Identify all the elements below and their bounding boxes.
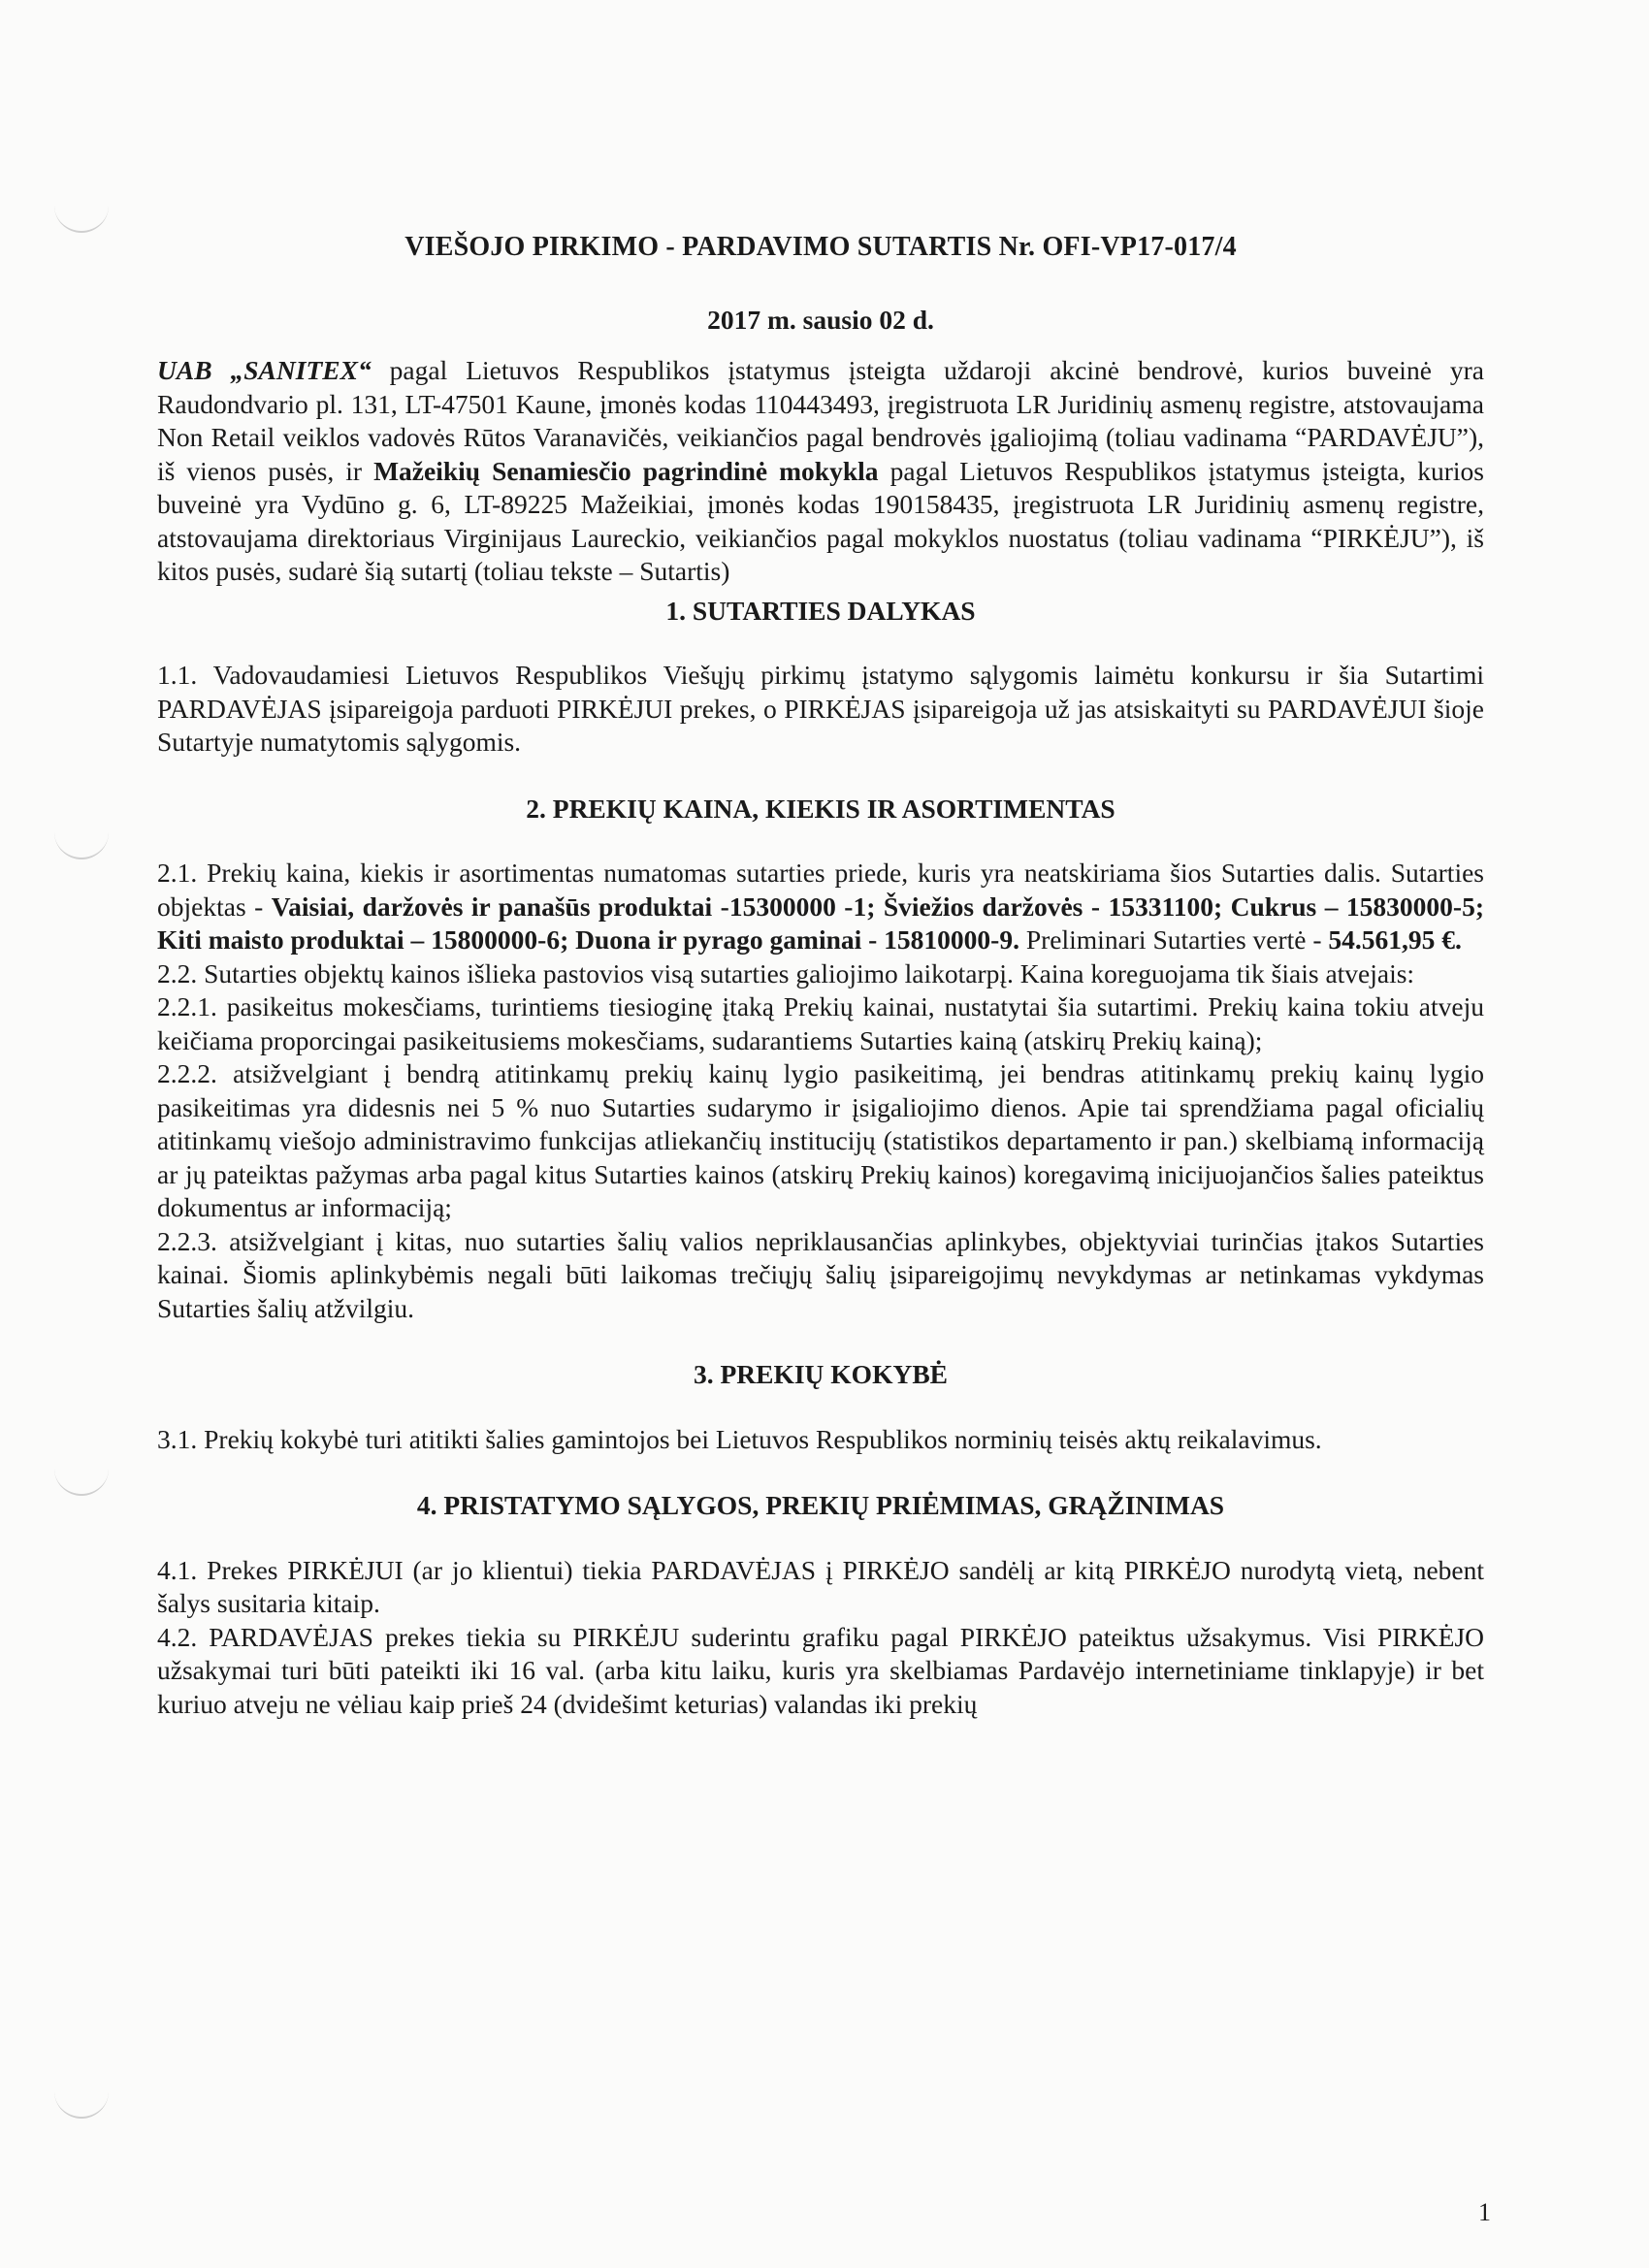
contract-body [157, 231, 1484, 1721]
section-4-heading: 4. PRISTATYMO SĄLYGOS, PREKIŲ PRIĖMIMAS, GRĄŽINIMAS [416, 1490, 1225, 1520]
clause-2-2-3: 2.2.3. atsižvelgiant į kitas, nuo sutarties šalių valios nepriklausančias aplinkybes, objektyviai turinčias įtakos Sutarties kainai. Šiomis aplinkybėmis negali būti laikomas trečiųjų šalių įsipareigojimų nevykdymas ar netinkamas vykdymas Sutarties šalių atžvilgiu. [157, 1225, 1484, 1323]
page-number: 1 [1478, 2198, 1491, 2226]
contract-value: 54.561,95 €. [1328, 924, 1462, 955]
intro-paragraph: UAB „SANITEX“ pagal Lietuvos Respublikos įstatymus įsteigta uždaroji akcinė bendrovė, kurios buveinė yra Raudondvario pl. 131, LT-47501 Kaune, įmonės kodas 110443493, įregistruota LR Juridinių asmenų registre, atstovaujama Non Retail veiklos vadovės Rūtos Varanavičės, veikiančios pagal bendrovės įgaliojimą (toliau vadinama “PARDAVĖJU”), iš vienos pusės, ir Mažeikių Senamiesčio pagrindinė mokykla pagal Lietuvos Respublikos įstatymus įsteigta, kurios buveinė yra Vydūno g. 6, LT-89225 Mažeikiai, įmonės kodas 190158435, įregistruota LR Juridinių asmenų registre, atstovaujama direktoriaus Virginijaus Laureckio, veikiančios pagal mokyklos nuostatus (toliau vadinama “PIRKĖJU”), iš kitos pusės, sudarė šią sutartį (toliau tekste – Sutartis) [157, 355, 1484, 586]
clause-4-2: 4.2. PARDAVĖJAS prekes tiekia su PIRKĖJU suderintu grafiku pagal PIRKĖJO pateiktus užsakymus. Visi PIRKĖJO užsakymai turi būti pateikti iki 16 val. (arba kitu laiku, kuris yra skelbiamas Pardavėjo internetiniame tinklapyje) ir bet kuriuo atveju ne vėliau kaip prieš 24 (dvidešimt keturias) valandas iki prekių [157, 1621, 1484, 1719]
contract-title: VIEŠOJO PIRKIMO - PARDAVIMO SUTARTIS Nr. OFI-VP17-017/4 [404, 232, 1237, 262]
punch-hole-mark [54, 1463, 109, 1496]
section-1-heading: 1. SUTARTIES DALYKAS [665, 595, 976, 626]
clause-1-1: 1.1. Vadovaudamiesi Lietuvos Respublikos Viešųjų pirkimų įstatymo sąlygomis laimėtu konkursu ir šia Sutartimi PARDAVĖJAS įsipareigoja parduoti PIRKĖJUI prekes, o PIRKĖJAS įsipareigoja už jas atsiskaityti su PARDAVĖJUI šioje Sutartyje numatytomis sąlygomis. [157, 660, 1484, 757]
contract-object: Vaisiai, daržovės ir panašūs produktai -15300000 -1; Šviežios daržovės - 15331100; Cukrus – 15830000-5; Kiti maisto produktai – 15800000-6; Duona ir pyrago gaminai - 15810000-9. [157, 891, 1484, 955]
clause-3-1: 3.1. Prekių kokybė turi atitikti šalies gamintojos bei Lietuvos Respublikos norminių teisės aktų reikalavimus. [157, 1423, 1322, 1454]
clause-4-1: 4.1. Prekes PIRKĖJUI (ar jo klientui) tiekia PARDAVĖJAS į PIRKĖJO sandėlį ar kitą PIRKĖJO nurodytą vietą, nebent šalys susitaria kitaip. [157, 1554, 1484, 1618]
punch-hole-mark [54, 200, 109, 233]
punch-hole-mark [54, 2086, 109, 2119]
buyer-name: Mažeikių Senamiesčio pagrindinė mokykla [373, 455, 879, 486]
clause-2-2-1: 2.2.1. pasikeitus mokesčiams, turintiems tiesioginę įtaką Prekių kainai, nustatytai šia sutartimi. Prekių kaina tokiu atveju keičiama proporcingai pasikeitusiems mokesčiams, sudarantiems Sutarties kainą (atskirų Prekių kainą); [157, 991, 1484, 1055]
clause-2-1: 2.1. Prekių kaina, kiekis ir asortimentas numatomas sutarties priede, kuris yra neatskiriama šios Sutarties dalis. Sutarties objektas - Vaisiai, daržovės ir panašūs produktai -15300000 -1; Šviežios daržovės - 15331100; Cukrus – 15830000-5; Kiti maisto produktai – 15800000-6; Duona ir pyrago gaminai - 15810000-9. Preliminari Sutarties vertė - 54.561,95 €. [157, 858, 1484, 955]
clause-2-2: 2.2. Sutarties objektų kainos išlieka pastovios visą sutarties galiojimo laikotarpį. Kaina koreguojama tik šiais atvejais: [157, 957, 1415, 988]
section-2-heading: 2. PREKIŲ KAINA, KIEKIS IR ASORTIMENTAS [526, 793, 1116, 824]
contract-date: 2017 m. sausio 02 d. [707, 304, 934, 335]
clause-2-2-2: 2.2.2. atsižvelgiant į bendrą atitinkamų prekių kainų lygio pasikeitimą, jei bendras atitinkamų prekių kainų lygio pasikeitimas yra didesnis nei 5 % nuo Sutarties sudarymo ir įsigaliojimo dienos. Apie tai sprendžiama pagal oficialių atitinkamų viešojo administravimo funkcijas atliekančių institucijų (statistikos departamento ir pan.) skelbiamą informaciją ar jų pateiktas pažymas arba pagal kitus Sutarties kainos (atskirų Prekių kainos) koregavimą inicijuojančios šalies pateiktus dokumentus ar informaciją; [157, 1058, 1484, 1222]
seller-name: UAB „SANITEX“ [157, 355, 372, 385]
section-3-heading: 3. PREKIŲ KOKYBĖ [693, 1359, 949, 1389]
punch-hole-mark [54, 826, 109, 859]
